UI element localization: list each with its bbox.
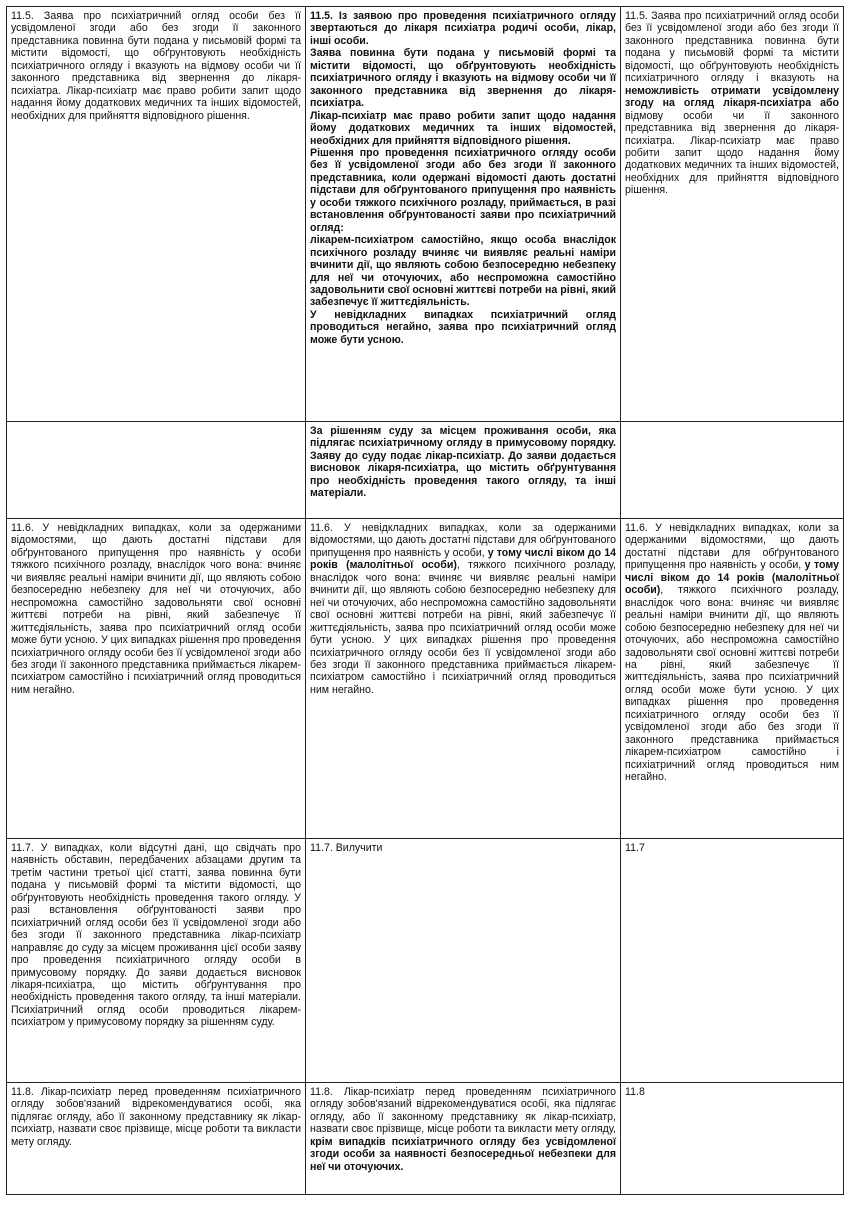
proposed-wording-cell [306, 422, 621, 519]
bold-text-segment: Лікар-психіатр має право робити запит щодо надання йому додаткових медичних та інших відомостей, необхідних для прийняття відповідного рішення. [310, 109, 616, 147]
final-wording-cell [621, 839, 844, 1083]
text-segment: 11.6. У невідкладних випадках, коли за одержаними відомостями, що дають достатні підстави для обґрунтованого припущення про наявність у особи тяжкого психічного розладу, внаслідок чого вона: вчиняє чи виявляє реальні наміри вчинити дії, що являють собою безпосередню небезпеку для неї чи оточуючих, або неспроможна самостійно задовольняти свої основні життєві потреби на рівні, який забезпечує її життєдіяльність, заява про психіатричний огляд особи може бути усною. У цих випадках рішення про проведення психіатричного огляду особи без її усвідомленої згоди або без згоди її законного представника приймається лікарем-психіатром самостійно і психіатричний огляд проводиться ним негайно. [11, 522, 301, 696]
proposed-wording-cell [306, 7, 621, 422]
final-wording-cell [621, 1083, 844, 1195]
current-wording-cell [7, 422, 306, 519]
bold-text-segment: крім випадків психіатричного огляду без усвідомленої згоди особи за наявності безпосередньої небезпеки для неї чи оточуючих. [310, 1135, 616, 1173]
text-segment: відмову особи чи її законного представника від звернення до лікаря-психіатра. Лікар-психіатр має право робити запит щодо надання йому додаткових медичних та інших відомостей, необхідних для прийняття відповідного рішення. [625, 109, 839, 197]
text-segment: 11.8. Лікар-психіатр перед проведенням психіатричного огляду зобов'язаний відрекомендуватися особі, яка підлягає огляду, або її законному представнику як лікар-психіатр, назвати своє прізвище, місце роботи та викласти мету огляду, [310, 1086, 616, 1136]
comparison-table [6, 6, 844, 1195]
bold-text-segment: Заява повинна бути подана у письмовій формі та містити відомості, що обґрунтовують необхідність психіатричного огляду і вказують на відмову особи чи її законного представника від звернення до лікаря-психіатра. [310, 47, 616, 110]
text-segment: , тяжкого психічного розладу, внаслідок чого вона: вчиняє чи виявляє реальні наміри вчинити дії, що являють собою безпосередню небезпеку для неї чи оточуючих, або неспроможна самостійно задовольняти свої основні життєві потреби на рівні, який забезпечує її життєдіяльність, заява про психіатричний огляд особи може бути усною. У цих випадках рішення про проведення психіатричного огляду особи без її усвідомленої згоди або без згоди її законного представника приймається лікарем-психіатром самостійно і психіатричний огляд проводиться ним негайно. [310, 559, 616, 696]
text-segment: , тяжкого психічного розладу, внаслідок чого вона: вчиняє чи виявляє реальні наміри вчинити дії, що являють собою безпосередню небезпеку для неї чи оточуючих, або неспроможна самостійно задовольняти свої основні життєві потреби на рівні, який забезпечує її життєдіяльність, заява про психіатричний огляд особи може бути усною. У цих випадках рішення про проведення психіатричного огляду особи без її усвідомленої згоди або без згоди її законного представника приймається лікарем-психіатром самостійно і психіатричний огляд проводиться ним негайно. [625, 584, 839, 784]
table-row [7, 839, 844, 1083]
final-wording-cell [621, 7, 844, 422]
bold-text-segment: 11.5. Із заявою про проведення психіатричного огляду звертаються до лікаря психіатра родичі особи, лікар, інші особи. [310, 10, 616, 47]
text-segment: 11.6. У невідкладних випадках, коли за одержаними відомостями, що дають достатні підстави для обґрунтованого припущення про наявність у особи, [310, 522, 616, 559]
table-row [7, 422, 844, 519]
table-row [7, 7, 844, 422]
text-segment: 11.7 [625, 842, 645, 854]
bold-text-segment: За рішенням суду за місцем проживання особи, яка підлягає психіатричному огляду в примусовому порядку. Заяву до суду подає лікар-психіатр. До заяви додається висновок лікаря-психіатра, що містить обґрунтування про необхідність проведення такого огляду, та інші матеріали. [310, 425, 616, 500]
bold-text-segment: у тому числі віком до 14 років (малолітньої особи) [310, 546, 616, 572]
table-row [7, 1083, 844, 1195]
current-wording-cell [7, 519, 306, 839]
current-wording-cell [7, 7, 306, 422]
bold-text-segment: неможливість отримати усвідомлену згоду на огляд лікаря-психіатра або [625, 84, 839, 110]
proposed-wording-cell [306, 839, 621, 1083]
comparison-table-body [7, 7, 844, 1195]
text-segment: 11.7. Вилучити [310, 842, 383, 854]
final-wording-cell [621, 519, 844, 839]
text-segment: 11.5. Заява про психіатричний огляд особи без її усвідомленої згоди або без згоди її законного представника повинна бути подана у письмовій формі та містити відомості, що обґрунтовують необхідність психіатричного огляду і вказують на відмову особи чи її законного представника від звернення до лікаря-психіатра. Лікар-психіатр має право робити запит щодо надання йому додаткових медичних та інших відомостей, необхідних для прийняття відповідного рішення. [11, 10, 301, 122]
text-segment: 11.5. Заява про психіатричний огляд особи без її усвідомленої згоди або без згоди її законного представника повинна бути подана у письмовій формі та містити відомості, що обґрунтовують необхідність психіатричного огляду і вказують на [625, 10, 839, 85]
bold-text-segment: У невідкладних випадках психіатричний огляд проводиться негайно, заява про психіатричний огляд може бути усною. [310, 308, 616, 346]
bold-text-segment: у тому числі віком до 14 років (малолітньої особи) [625, 559, 839, 597]
final-wording-cell [621, 422, 844, 519]
bold-text-segment: лікарем-психіатром самостійно, якщо особа внаслідок психічного розладу вчиняє чи виявляє реальні наміри вчинити дії, що являють собою безпосередню небезпеку для неї чи оточуючих, або неспроможна самостійно задовольнити свої основні життєві потреби на рівні, який забезпечує її життєдіяльність. [310, 234, 616, 309]
current-wording-cell [7, 1083, 306, 1195]
proposed-wording-cell [306, 519, 621, 839]
table-row [7, 519, 844, 839]
text-segment: 11.8 [625, 1086, 645, 1098]
current-wording-cell [7, 839, 306, 1083]
text-segment: 11.8. Лікар-психіатр перед проведенням психіатричного огляду зобов'язаний відрекомендуватися особі, яка підлягає огляду, або її законному представнику як лікар-психіатр, назвати своє прізвище, місце роботи та викласти мету огляду. [11, 1086, 301, 1148]
text-segment: 11.6. У невідкладних випадках, коли за одержаними відомостями, що дають достатні підстави для обґрунтованого припущення про наявність у особи, [625, 522, 839, 572]
bold-text-segment: Рішення про проведення психіатричного огляду особи без її усвідомленої згоди або без згоди її законного представника, коли одержані відомості дають достатні підстави для обґрунтованого припущення про наявність у особи тяжкого психічного розладу, приймається, в разі встановлення обґрунтованості заяви про психіатричний огляд: [310, 146, 616, 234]
text-segment: 11.7. У випадках, коли відсутні дані, що свідчать про наявність обставин, передбачених абзацами другим та третім частини третьої цієї статті, заява повинна бути подана у письмовій формі та містити відомості, що обґрунтовують необхідність проведення такого огляду. У разі встановлення обґрунтованості заяви про психіатричний огляд особи без її усвідомленої згоди або без згоди її законного представника лікар-психіатр направляє до суду за місцем проживання цієї особи заяву про проведення психіатричного огляду особи в примусовому порядку. До заяви додається висновок лікаря-психіатра, що містить обґрунтування про необхідність проведення такого огляду, та інші матеріали. Психіатричний огляд особи проводиться лікарем-психіатром у примусовому порядку за рішенням суду. [11, 842, 301, 1029]
proposed-wording-cell [306, 1083, 621, 1195]
